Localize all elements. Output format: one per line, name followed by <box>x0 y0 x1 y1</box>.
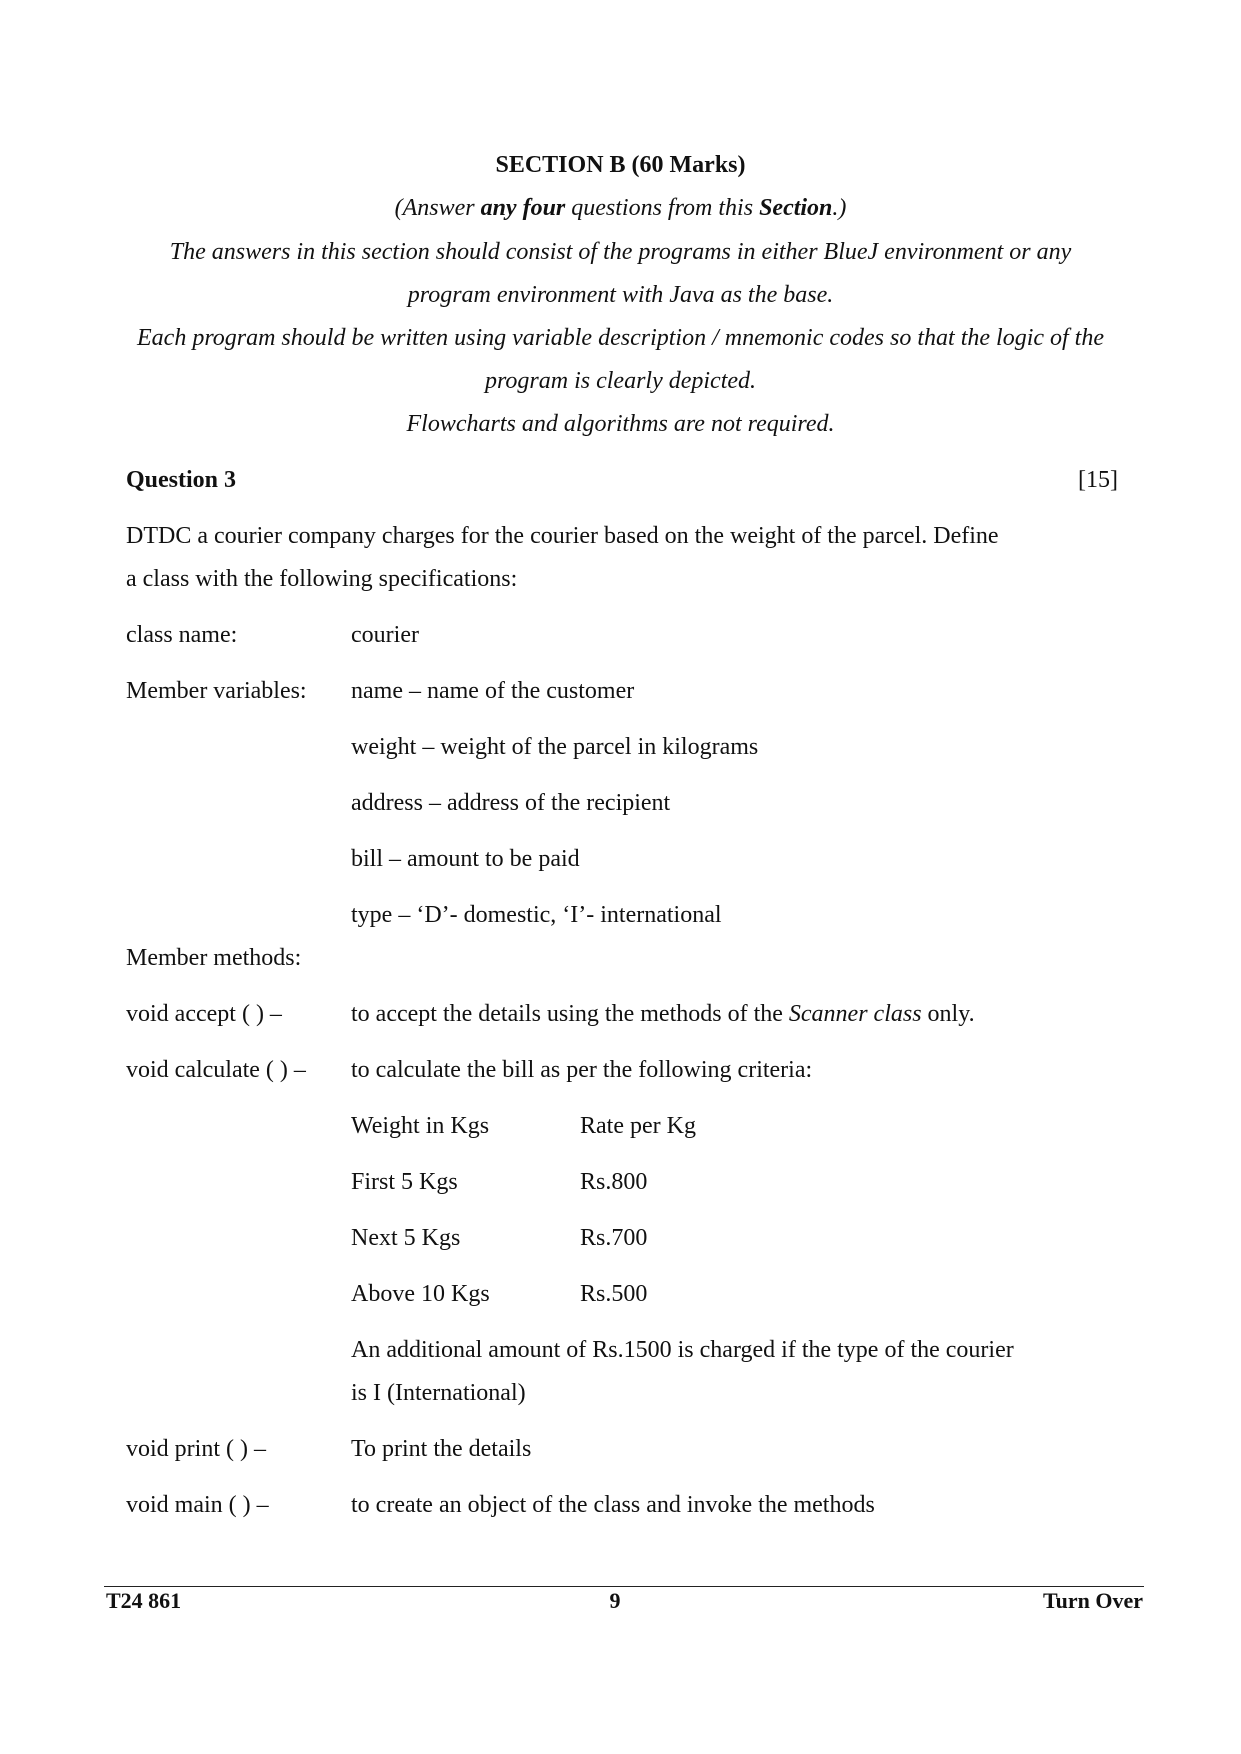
member-variable-name: name – name of the customer <box>351 678 635 704</box>
page-number: 9 <box>609 1588 621 1613</box>
member-variable-bill: bill – amount to be paid <box>351 846 580 872</box>
rate-table-row-rate: Rs.700 <box>580 1225 648 1251</box>
section-note-line-2: program environment with Java as the base. <box>407 282 834 308</box>
section-note-line-5: Flowcharts and algorithms are not required. <box>406 411 835 437</box>
turn-over-label: Turn Over <box>1042 1588 1143 1613</box>
additional-charge-line-2: is I (International) <box>351 1380 526 1406</box>
section-note-line-1: The answers in this section should consist of the programs in either BlueJ environment or any <box>169 239 1072 265</box>
method-main-label: void main ( ) – <box>126 1492 269 1518</box>
rate-table-row-rate: Rs.800 <box>580 1169 648 1195</box>
section-instruction: (Answer any four questions from this Section.) <box>394 195 847 221</box>
member-variable-type: type – ‘D’- domestic, ‘I’- international <box>351 902 722 928</box>
member-methods-label: Member methods: <box>126 945 302 971</box>
member-variable-weight: weight – weight of the parcel in kilograms <box>351 734 759 760</box>
member-variable-address: address – address of the recipient <box>351 790 671 816</box>
method-accept-desc: to accept the details using the methods of the Scanner class only. <box>351 1001 975 1027</box>
rate-table-header-weight: Weight in Kgs <box>351 1113 490 1139</box>
method-print-label: void print ( ) – <box>126 1436 266 1462</box>
method-accept-label: void accept ( ) – <box>126 1001 282 1027</box>
question-intro-line-2: a class with the following specifications: <box>126 566 518 592</box>
question-marks: [15] <box>1078 467 1118 493</box>
class-name-value: courier <box>351 622 419 648</box>
section-note-line-4: program is clearly depicted. <box>484 368 757 394</box>
rate-table-row-rate: Rs.500 <box>580 1281 648 1307</box>
method-main-desc: to create an object of the class and invoke the methods <box>351 1492 875 1518</box>
additional-charge-line-1: An additional amount of Rs.1500 is charged if the type of the courier <box>351 1337 1014 1363</box>
method-print-desc: To print the details <box>351 1436 532 1462</box>
rate-table-row-weight: Next 5 Kgs <box>351 1225 461 1251</box>
question-label: Question 3 <box>126 467 237 493</box>
section-note-line-3: Each program should be written using variable description / mnemonic codes so that the logic of the <box>137 325 1104 351</box>
footer-divider <box>104 1586 1144 1587</box>
method-calculate-label: void calculate ( ) – <box>126 1057 306 1083</box>
section-title: SECTION B (60 Marks) <box>495 152 746 178</box>
member-variables-label: Member variables: <box>126 678 307 704</box>
rate-table-header-rate: Rate per Kg <box>580 1113 696 1139</box>
rate-table-row-weight: Above 10 Kgs <box>351 1281 490 1307</box>
method-calculate-desc: to calculate the bill as per the following criteria: <box>351 1057 813 1083</box>
footer-code: T24 861 <box>106 1588 182 1613</box>
question-intro-line-1: DTDC a courier company charges for the courier based on the weight of the parcel. Define <box>126 523 999 549</box>
class-name-label: class name: <box>126 622 238 648</box>
rate-table-row-weight: First 5 Kgs <box>351 1169 458 1195</box>
